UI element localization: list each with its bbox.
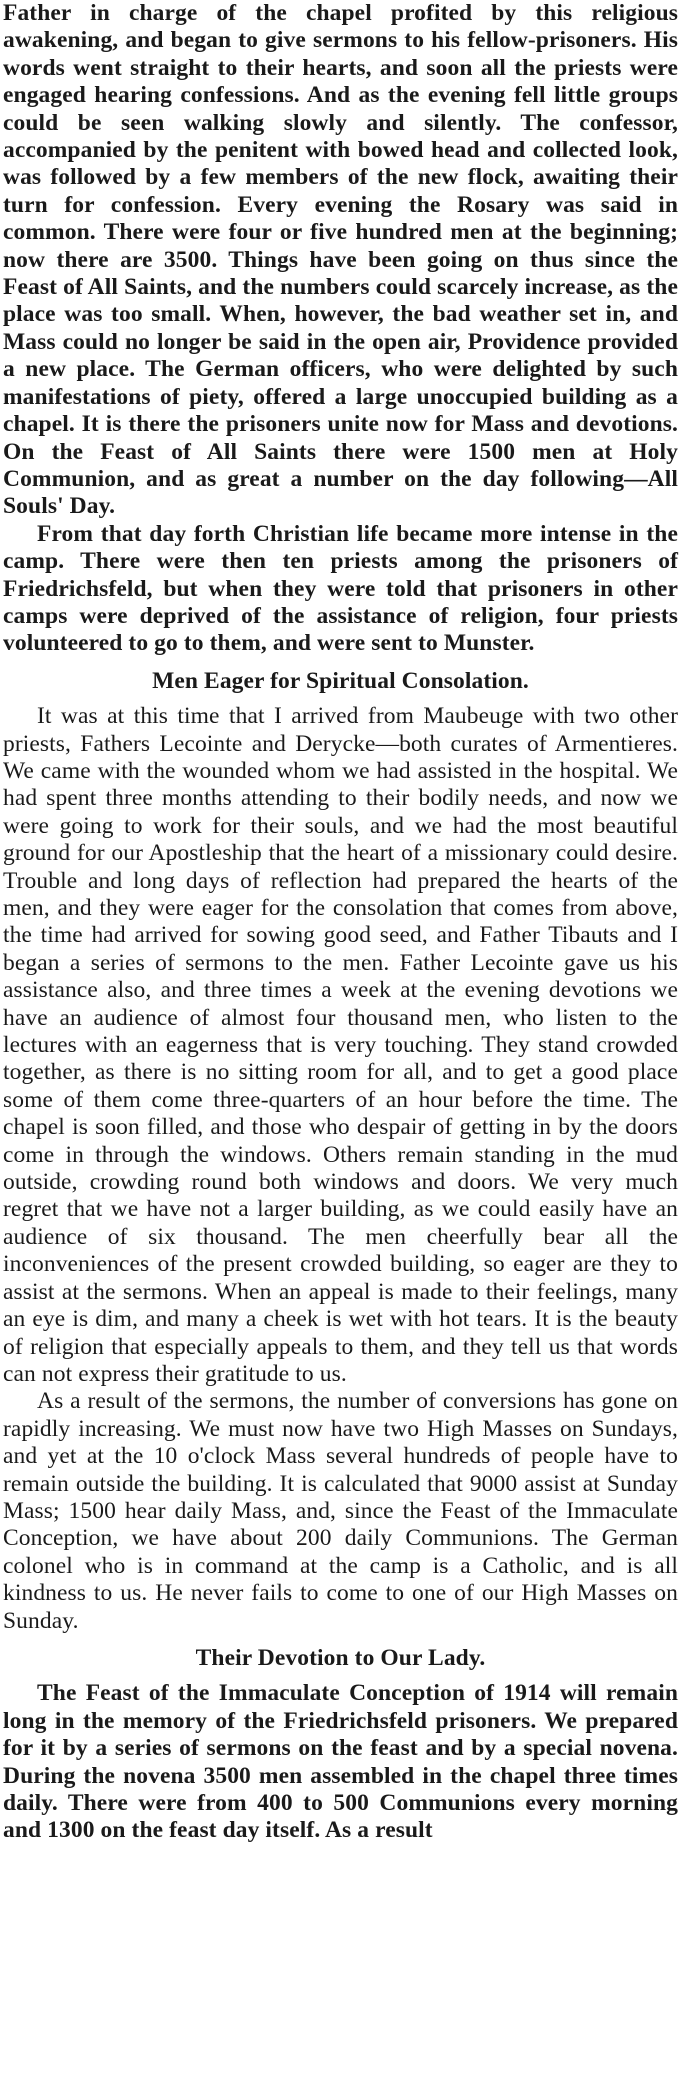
paragraph-immaculate-conception: The Feast of the Immaculate Conception of 1914 will remain long in the memory of the Friedrichsfeld prisoners. We prepared for it by a series of sermons on the feast and by a special novena. During the novena 3500 men assembled in the chapel three times daily. There were from 400 to 500 Communions every morning and 1300 on the feast day itself. As a result bbox=[3, 1680, 678, 1844]
section-heading-devotion: Their Devotion to Our Lady. bbox=[195, 1644, 486, 1671]
section-heading-spiritual-consolation: Men Eager for Spiritual Consolation. bbox=[152, 667, 529, 694]
paragraph-arrival: It was at this time that I arrived from Maubeuge with two other priests, Fathers Lecointe and Derycke—both curates of Armentieres. We came with the wounded whom we had assisted in the hospital. We had spent three months attending to their bodily needs, and now we were going to work for their souls, and we had the most beautiful ground for our Apostleship that the heart of a missionary could desire. Trouble and long days of reflection had prepared the hearts of the men, and they were eager for the consolation that comes from above, the time had arrived for sowing good seed, and Father Tibauts and I began a series of sermons to the men. Father Lecointe gave us his assistance also, and three times a week at the evening devotions we have an audience of almost four thousand men, who listen to the lectures with an eagerness that is very touching. They stand crowded together, as there is no sitting room for all, and to get a good place some of them come three-quarters of an hour before the time. The chapel is soon filled, and those who despair of getting in by the doors come in through the windows. Others remain standing in the mud outside, crowding round both windows and doors. We very much regret that we have not a larger building, as we could easily have an audience of six thousand. The men cheerfully bear all the inconveniences of the present crowded building, so eager are they to assist at the sermons. When an appeal is made to their feelings, many an eye is dim, and many a cheek is wet with hot tears. It is the beauty of religion that especially appeals to them, and they tell us that words can not express their gratitude to us. bbox=[3, 703, 678, 1387]
paragraph-christian-life: From that day forth Christian life became more intense in the camp. There were then ten priests among the prisoners of Friedrichsfeld, but when they were told that prisoners in other camps were deprived of the assistance of religion, four priests volunteered to go to them, and were sent to Munster. bbox=[3, 520, 678, 657]
paragraph-chapel-awakening: Father in charge of the chapel profited by this religious awakening, and began to give sermons to his fellow-prisoners. His words went straight to their hearts, and soon all the priests were engaged hearing confessions. And as the evening fell little groups could be seen walking slowly and silently. The confessor, accompanied by the penitent with bowed head and collected look, was followed by a few members of the new flock, awaiting their turn for confession. Every evening the Rosary was said in common. There were four or five hundred men at the beginning; now there are 3500. Things have been going on thus since the Feast of All Saints, and the numbers could scarcely increase, as the place was too small. When, however, the bad weather set in, and Mass could no longer be said in the open air, Providence provided a new place. The German officers, who were delighted by such manifestations of piety, offered a large unoccupied building as a chapel. It is there the prisoners unite now for Mass and devotions. On the Feast of All Saints there were 1500 men at Holy Communion, and as great a number on the day following—All Souls' Day. bbox=[3, 0, 678, 520]
paragraph-conversions: As a result of the sermons, the number of conversions has gone on rapidly increasing. We must now have two High Masses on Sundays, and yet at the 10 o'clock Mass several hundreds of people have to remain outside the building. It is calculated that 9000 assist at Sunday Mass; 1500 hear daily Mass, and, since the Feast of the Immaculate Conception, we have about 200 daily Communions. The German colonel who is in command at the camp is a Catholic, and is all kindness to us. He never fails to come to one of our High Masses on Sunday. bbox=[3, 1388, 678, 1634]
